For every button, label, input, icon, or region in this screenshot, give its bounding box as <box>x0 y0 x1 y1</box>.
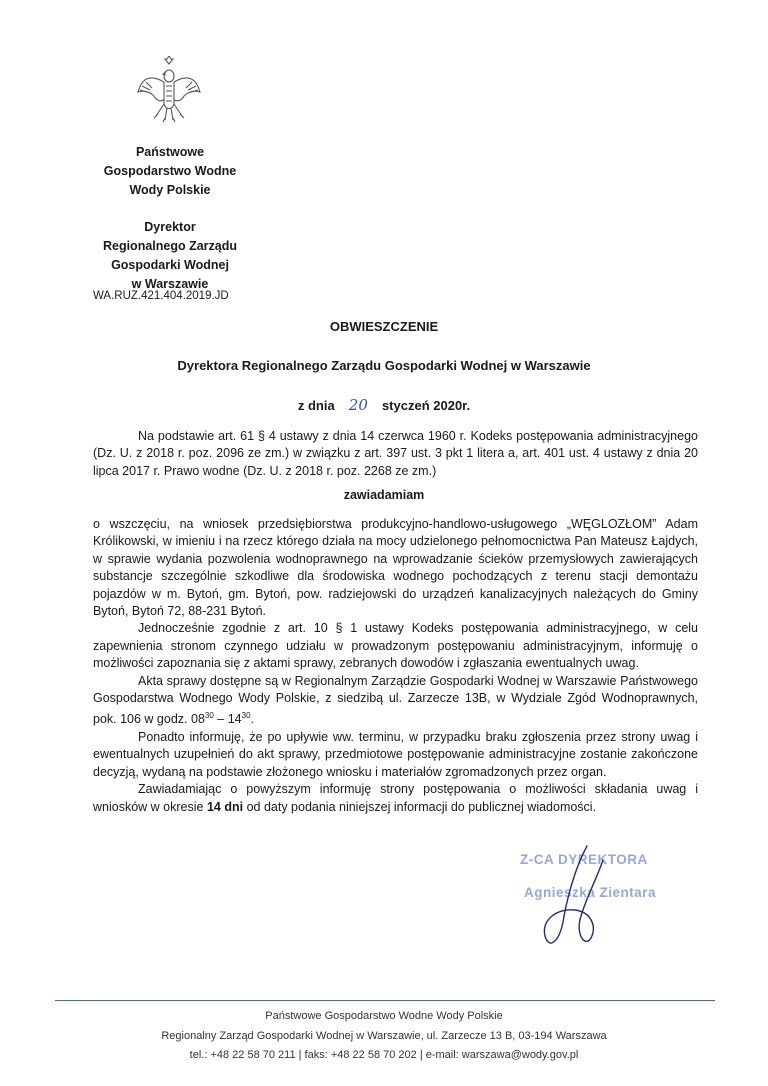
case-reference: WA.RUZ.421.404.2019.JD <box>93 290 229 302</box>
closing-hour: 14 <box>227 712 242 727</box>
director-block <box>80 218 260 294</box>
polish-eagle-emblem-icon <box>136 56 202 124</box>
paragraph: Jednocześnie zgodnie z art. 10 § 1 ustawy Kodeks postępowania administracyjnego, w celu zapewnienia stronom czynnego udziału w prowadzonym postępowaniu administracyjnym, informuję o możliwości zapoznania się z aktami sprawy, zebranych dowodów i zgłaszania ewentualnych uwag. <box>93 621 698 671</box>
org-line: Państwowe <box>135 145 205 159</box>
hours-dash: – <box>213 712 228 727</box>
notify-heading: zawiadamiam <box>343 488 425 502</box>
footer-contact: tel.: +48 22 58 70 211 | faks: +48 22 58 70 202 | e-mail: warszawa@wody.gov.pl <box>189 1049 579 1061</box>
footer-divider <box>55 1000 715 1001</box>
director-line: Dyrektor <box>144 220 196 234</box>
legal-basis-text: Na podstawie art. 61 § 4 ustawy z dnia 14 czerwca 1960 r. Kodeks postępowania administracyjnego (Dz. U. z 2018 r. poz. 2096 ze zm.) w związku z art. 397 ust. 3 pkt 1 litera a, art. 401 ust. 4 ustawy z dnia 20 lipca 2017 r. Prawo wodne (Dz. U. z 2018 r. poz. 2268 ze zm.) <box>93 429 698 478</box>
footer-address: Regionalny Zarząd Gospodarki Wodnej w Warszawie, ul. Zarzecze 13 B, 03-194 Warszawa <box>161 1030 607 1042</box>
director-line: Regionalnego Zarządu <box>102 239 238 253</box>
org-line: Wody Polskie <box>129 183 211 197</box>
org-line: Gospodarstwo Wodne <box>103 164 237 178</box>
handwritten-day: 20 <box>348 396 368 414</box>
director-line: Gospodarki Wodnej <box>111 258 229 272</box>
paragraph <box>93 781 698 816</box>
paragraph: Ponadto informuję, że po upływie ww. terminu, w przypadku braku zgłoszenia przez strony uwag i ewentualnych uzupełnień do akt sprawy, przedmiotowe postępowanie administracyjne zostanie zakończone decyzją, wydaną na podstawie złożonego wniosku i materiałów zgromadzonych przez organ. <box>93 730 698 779</box>
sentence-end: . <box>250 712 255 727</box>
legal-basis <box>93 428 698 480</box>
signature-icon <box>505 838 655 958</box>
stamp-name: Agnieszka Zientara <box>524 885 657 900</box>
document-heading: OBWIESZCZENIE <box>329 319 439 334</box>
footer-org: Państwowe Gospodarstwo Wodne Wody Polskie <box>265 1010 503 1022</box>
director-line: w Warszawie <box>131 277 209 291</box>
paragraph <box>93 673 698 729</box>
date-suffix: styczeń 2020r. <box>381 398 471 413</box>
opening-minutes: 30 <box>204 711 214 721</box>
organization-block <box>80 143 260 200</box>
document-date <box>0 396 768 414</box>
paragraph-text: od daty podania niniejszej informacji do publicznej wiadomości. <box>246 799 597 814</box>
paragraph-text: Zawiadamiając o powyższym informuję strony postępowania o możliwości składania uwag i wniosków w okresie <box>93 782 698 814</box>
deadline-emphasis: 14 dni <box>206 799 244 814</box>
paragraph: o wszczęciu, na wniosek przedsiębiorstwa produkcyjno-handlowo-usługowego „WĘGLOZŁOM” Adam Królikowski, w imieniu i na rzecz którego działa na mocy udzielonego pełnomocnictwa Pan Mateusz Łajdych, w sprawie wydania pozwolenia wodnoprawnego na wprowadzanie ścieków przemysłowych zawierających substancje szczególnie szkodliwe dla środowiska wodnego pochodzących z terenu stacji demontażu pojazdów w m. Bytoń, gm. Bytoń, pow. radziejowski do urządzeń kanalizacyjnych należących do Gminy Bytoń, Bytoń 72, 88-231 Bytoń. <box>93 517 698 619</box>
closing-minutes: 30 <box>241 711 251 721</box>
document-subheading: Dyrektora Regionalnego Zarządu Gospodarki Wodnej w Warszawie <box>177 358 591 373</box>
date-prefix: z dnia <box>297 398 335 413</box>
opening-hour: 08 <box>191 712 205 727</box>
paragraph-text: Akta sprawy dostępne są w Regionalnym Zarządzie Gospodarki Wodnej w Warszawie Państwowego Gospodarstwa Wodnego Wody Polskie, z siedzibą ul. Zarzecze 13B, w Wydziale Zgód Wodnoprawnych, pok. 106 w godz. <box>93 673 698 727</box>
notice-body <box>93 516 698 816</box>
stamp-title: Z-CA DYREKTORA <box>520 852 648 867</box>
